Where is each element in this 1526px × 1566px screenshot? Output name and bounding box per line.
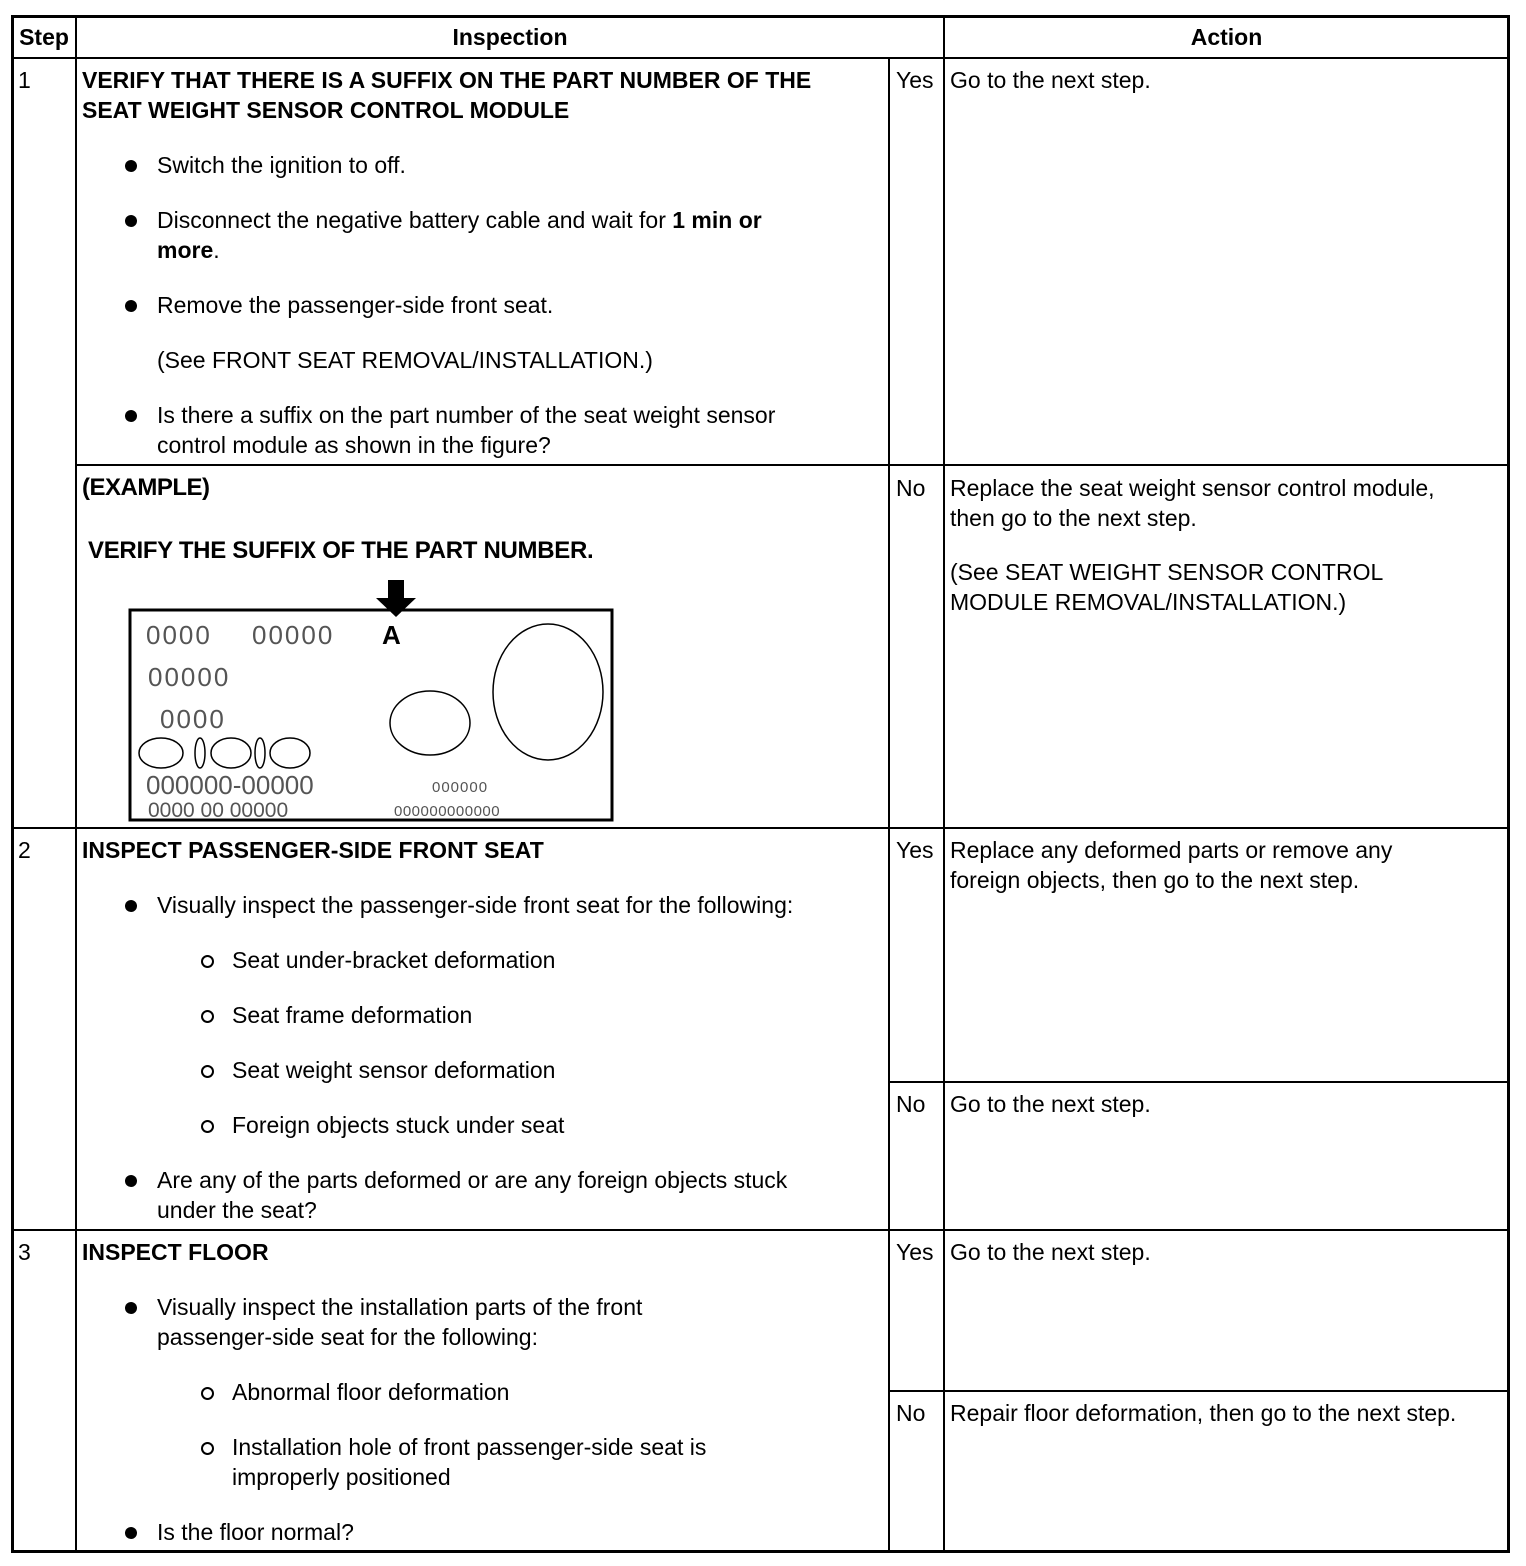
- no-action: Repair floor deformation, then go to the next step.: [950, 1400, 1457, 1426]
- part-number-text: 000000-00000: [146, 770, 314, 800]
- no-action: then go to the next step.: [950, 505, 1197, 531]
- header-divider: [12, 57, 1509, 59]
- checklist-item: Abnormal floor deformation: [232, 1379, 510, 1405]
- instruction-text: Are any of the parts deformed or are any foreign objects stuck: [157, 1167, 788, 1193]
- bullet-icon: [125, 900, 137, 912]
- instruction-text: Remove the passenger-side front seat.: [157, 292, 554, 318]
- inspection-action-divider: [943, 16, 945, 1552]
- sub-bullet-icon: [201, 1387, 214, 1400]
- example-label: (EXAMPLE): [82, 474, 210, 501]
- bullet-icon: [125, 1302, 137, 1314]
- instruction-text: more.: [157, 237, 220, 263]
- reference-link[interactable]: (See SEAT WEIGHT SENSOR CONTROL: [950, 559, 1384, 585]
- figure-title: VERIFY THE SUFFIX OF THE PART NUMBER.: [88, 537, 594, 564]
- part-number-text: 0000: [160, 704, 226, 734]
- part-number-text: 000000: [432, 779, 489, 796]
- bullet-icon: [125, 300, 137, 312]
- reference-link[interactable]: (See FRONT SEAT REMOVAL/INSTALLATION.): [157, 347, 653, 373]
- sub-bullet-icon: [201, 1065, 214, 1078]
- step-number: 2: [18, 837, 31, 863]
- step2-step3-divider: [12, 1229, 1509, 1231]
- step-column-divider: [75, 16, 77, 1552]
- bullet-icon: [125, 1527, 137, 1539]
- instruction-text: Visually inspect the installation parts of the front: [157, 1294, 643, 1320]
- instruction-text: passenger-side seat for the following:: [157, 1324, 538, 1350]
- no-label: No: [896, 475, 926, 501]
- step-number: 3: [18, 1239, 31, 1265]
- reference-link[interactable]: MODULE REMOVAL/INSTALLATION.): [950, 589, 1347, 615]
- step-title: SEAT WEIGHT SENSOR CONTROL MODULE: [82, 97, 570, 123]
- instruction-text: Disconnect the negative battery cable and wait for 1 min or: [157, 207, 762, 233]
- step-title: INSPECT FLOOR: [82, 1239, 269, 1265]
- step-title: VERIFY THAT THERE IS A SUFFIX ON THE PART NUMBER OF THE: [82, 67, 812, 93]
- part-suffix-letter: A: [382, 620, 401, 650]
- step2-yes-no-divider: [889, 1081, 1509, 1083]
- step1-step2-divider: [12, 827, 1509, 829]
- instruction-text: under the seat?: [157, 1197, 317, 1223]
- header-inspection: Inspection: [452, 24, 568, 50]
- yes-action: Go to the next step.: [950, 1239, 1151, 1265]
- yes-action: foreign objects, then go to the next step.: [950, 867, 1360, 893]
- bullet-icon: [125, 410, 137, 422]
- checklist-item: Seat frame deformation: [232, 1002, 473, 1028]
- checklist-item: Seat weight sensor deformation: [232, 1057, 556, 1083]
- no-action: Replace the seat weight sensor control module,: [950, 475, 1435, 501]
- checklist-item: improperly positioned: [232, 1464, 451, 1490]
- part-number-text: 0000 00 00000: [148, 799, 289, 822]
- step1-example-divider: [76, 464, 1509, 466]
- yes-action: Go to the next step.: [950, 67, 1151, 93]
- no-action: Go to the next step.: [950, 1091, 1151, 1117]
- instruction-text: Visually inspect the passenger-side front seat for the following:: [157, 892, 794, 918]
- header-step: Step: [19, 24, 69, 50]
- part-number-text: 000000000000: [394, 803, 501, 820]
- yes-action: Replace any deformed parts or remove any: [950, 837, 1393, 863]
- instruction-text: Is there a suffix on the part number of the seat weight sensor: [157, 402, 776, 428]
- step3-yes-no-divider: [889, 1390, 1509, 1392]
- sub-bullet-icon: [201, 1442, 214, 1455]
- bullet-icon: [125, 160, 137, 172]
- yes-label: Yes: [896, 1239, 934, 1265]
- header-action: Action: [1190, 24, 1263, 50]
- yes-no-column-divider: [888, 58, 890, 1552]
- part-number-text: 00000: [148, 662, 231, 692]
- instruction-text: Switch the ignition to off.: [157, 152, 406, 178]
- checklist-item: Installation hole of front passenger-side seat is: [232, 1434, 707, 1460]
- step-title: INSPECT PASSENGER-SIDE FRONT SEAT: [82, 837, 544, 863]
- bullet-icon: [125, 215, 137, 227]
- step-number: 1: [18, 67, 31, 93]
- checklist-item: Foreign objects stuck under seat: [232, 1112, 565, 1138]
- sub-bullet-icon: [201, 955, 214, 968]
- instruction-text: control module as shown in the figure?: [157, 432, 551, 458]
- yes-label: Yes: [896, 837, 934, 863]
- sub-bullet-icon: [201, 1010, 214, 1023]
- bullet-icon: [125, 1175, 137, 1187]
- sub-bullet-icon: [201, 1120, 214, 1133]
- no-label: No: [896, 1400, 926, 1426]
- part-number-text: 0000: [146, 620, 212, 650]
- checklist-item: Seat under-bracket deformation: [232, 947, 556, 973]
- instruction-text: Is the floor normal?: [157, 1519, 354, 1545]
- part-number-text: 00000: [252, 620, 335, 650]
- yes-label: Yes: [896, 67, 934, 93]
- no-label: No: [896, 1091, 926, 1117]
